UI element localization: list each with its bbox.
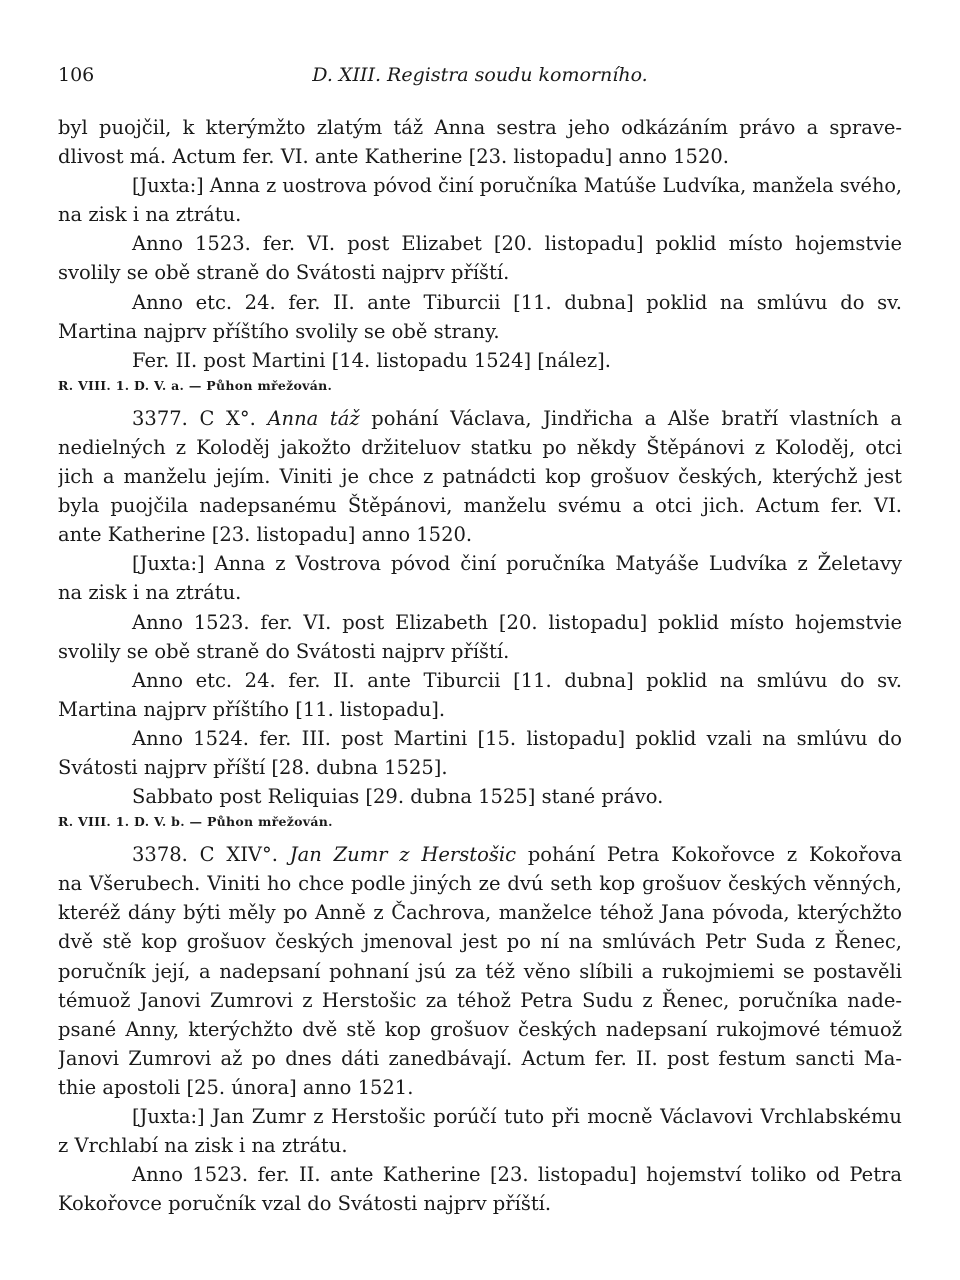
text-line: Anno etc. 24. fer. II. ante Tiburcii [11. dubna] poklid na smlúvu do sv. [132, 290, 902, 314]
text-line: svolily se obě straně do Svátosti najprv příští. [58, 261, 510, 285]
text-line: dlivost má. Actum fer. VI. ante Katherine [23. listopadu] anno 1520. [58, 145, 729, 169]
running-title: D. XIII. Registra soudu komorního. [312, 64, 648, 86]
text-line: kteréž dány býti měly po Anně z Čachrova, manželce téhož Jana póvoda, kterýchžto [58, 901, 902, 925]
text-line: byl puojčil, k kterýmžto zlatým táž Anna sestra jeho odkázáním právo a sprave- [58, 116, 902, 139]
text-line: Janovi Zumrovi až po dnes dáti zanedbávají. Actum fer. II. post festum sancti Ma- [58, 1046, 902, 1070]
text-line: jich a manželu jejím. Viniti je chce z patnádcti kop grošuov českých, kterýchž jest [58, 465, 902, 489]
source-reference: R. VIII. 1. D. V. a. — Půhon mřežován. [58, 377, 333, 393]
text-line: svolily se obě straně do Svátosti najprv příští. [58, 639, 510, 663]
text-line: Sabbato post Reliquias [29. dubna 1525] stané právo. [132, 785, 664, 809]
text-line: [Juxta:] Jan Zumr z Herstošic porúčí tuto při mocně Václavovi Vrchlabskému [132, 1105, 902, 1128]
entry-number: 3377. C X°. [132, 406, 268, 430]
text-line: thie apostoli [25. února] anno 1521. [58, 1075, 414, 1099]
text-line: Svátosti najprv příští [28. dubna 1525]. [58, 755, 448, 779]
text-line: byla puojčila nadepsanému Štěpánovi, manželu svému a otci jich. Actum fer. VI. [58, 494, 902, 518]
text-line: Kokořovce poručník vzal do Svátosti najprv příští. [58, 1192, 552, 1216]
entry-gap [58, 833, 902, 840]
text-line: [Juxta:] Anna z Vostrova póvod činí poručníka Matyáše Ludvíka z Želetavy [132, 552, 902, 576]
party-name: Anna táž [267, 406, 360, 430]
text-line: Anno 1523. fer. VI. post Elizabeth [20. listopadu] poklid místo hojemstvie [132, 610, 902, 634]
entry-3377 [58, 404, 902, 833]
entry-first-line [58, 404, 902, 433]
entry-text: pohání Václava, Jindřicha a Alše bratří vlastních a [359, 406, 902, 430]
text-line: Martina najprv příštího [11. listopadu]. [58, 697, 446, 721]
text-line: Fer. II. post Martini [14. listopadu 1524] [nález]. [132, 348, 611, 372]
text-line: Anno 1524. fer. III. post Martini [15. listopadu] poklid vzali na smlúvu do [132, 726, 902, 750]
running-head [58, 64, 902, 88]
page-number: 106 [58, 64, 95, 86]
text-line: nedielných z Koloděj jakožto držiteluov statku po někdy Štěpánovi z Koloděj, otci [58, 435, 902, 459]
text-line: Anno 1523. fer. VI. post Elizabet [20. listopadu] poklid místo hojemstvie [132, 232, 902, 256]
text-line: poručník její, a nadepsaní pohnaní jsú za též věno slíbili a rukojmiemi se postavěli [58, 959, 902, 983]
text-line: na Všerubech. Viniti ho chce podle jiných ze dvú seth kop grošuov českých věnných, [58, 872, 902, 896]
party-name: Jan Zumr z Herstošic [289, 843, 517, 867]
text-line: Anno etc. 24. fer. II. ante Tiburcii [11. dubna] poklid na smlúvu do sv. [132, 668, 902, 692]
text-line: Martina najprv příštího svolily se obě strany. [58, 319, 500, 343]
text-line: psané Anny, kterýchžto dvě stě kop grošuov českých nadepsaní rukojmové témuož [58, 1017, 902, 1041]
text-line: z Vrchlabí na zisk i na ztrátu. [58, 1134, 348, 1158]
text-line: témuož Janovi Zumrovi z Herstošic za téhož Petra Sudu z Řenec, poručníka nade- [58, 988, 902, 1012]
entry-number: 3378. C XIV°. [132, 843, 290, 867]
entry-text: pohání Petra Kokořovce z Kokořova [516, 843, 902, 867]
text-line: [Juxta:] Anna z uostrova póvod činí poručníka Matúše Ludvíka, manžela svého, [132, 174, 902, 198]
entry-first-line [58, 840, 902, 869]
page-body [58, 113, 902, 1218]
text-line: na zisk i na ztrátu. [58, 203, 242, 227]
text-line: Anno 1523. fer. II. ante Katherine [23. listopadu] hojemství toliko od Petra [132, 1163, 902, 1187]
entry-3376-tail [58, 113, 902, 397]
text-line: dvě stě kop grošuov českých jmenoval jest po ní na smlúvách Petr Suda z Řenec, [58, 930, 902, 954]
entry-gap [58, 397, 902, 404]
text-line: na zisk i na ztrátu. [58, 581, 242, 605]
text-line: ante Katherine [23. listopadu] anno 1520. [58, 523, 473, 547]
source-reference: R. VIII. 1. D. V. b. — Půhon mřežován. [58, 814, 333, 830]
entry-3378 [58, 840, 902, 1218]
